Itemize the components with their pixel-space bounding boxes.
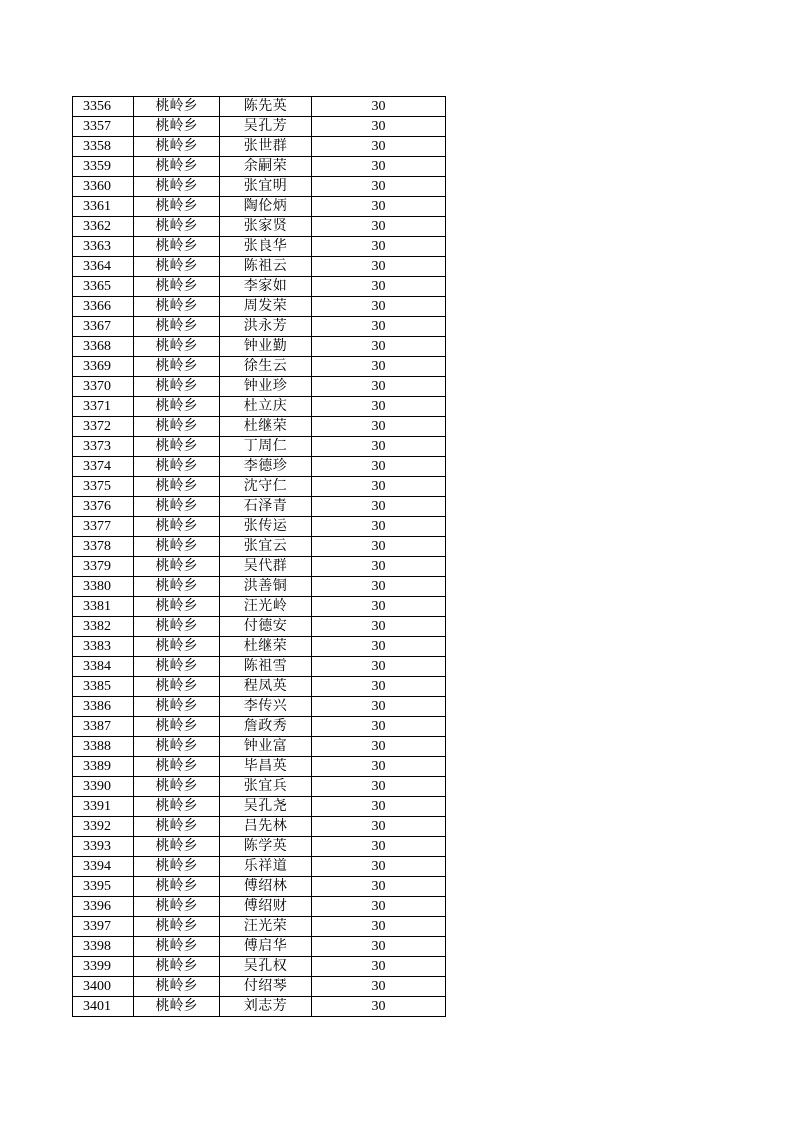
person-name-cell: 李传兴 (220, 697, 312, 717)
serial-number-cell: 3371 (73, 397, 134, 417)
serial-number-cell: 3385 (73, 677, 134, 697)
township-cell: 桃岭乡 (134, 917, 220, 937)
township-cell: 桃岭乡 (134, 997, 220, 1017)
person-name-cell: 傅启华 (220, 937, 312, 957)
amount-cell: 30 (312, 977, 446, 997)
amount-cell: 30 (312, 717, 446, 737)
person-name-cell: 毕昌英 (220, 757, 312, 777)
serial-number-cell: 3397 (73, 917, 134, 937)
person-name-cell: 陈先英 (220, 97, 312, 117)
amount-cell: 30 (312, 417, 446, 437)
serial-number-cell: 3359 (73, 157, 134, 177)
person-name-cell: 杜继荣 (220, 637, 312, 657)
amount-cell: 30 (312, 617, 446, 637)
table-row (73, 217, 446, 237)
serial-number-cell: 3378 (73, 537, 134, 557)
township-cell: 桃岭乡 (134, 137, 220, 157)
serial-number-cell: 3369 (73, 357, 134, 377)
table-row (73, 957, 446, 977)
table-row (73, 497, 446, 517)
township-cell: 桃岭乡 (134, 717, 220, 737)
person-name-cell: 汪光岭 (220, 597, 312, 617)
table-row (73, 97, 446, 117)
person-name-cell: 张宜兵 (220, 777, 312, 797)
person-name-cell: 傅绍财 (220, 897, 312, 917)
serial-number-cell: 3372 (73, 417, 134, 437)
township-cell: 桃岭乡 (134, 417, 220, 437)
table-row (73, 437, 446, 457)
township-cell: 桃岭乡 (134, 517, 220, 537)
serial-number-cell: 3364 (73, 257, 134, 277)
table-row (73, 197, 446, 217)
township-cell: 桃岭乡 (134, 457, 220, 477)
table-row (73, 277, 446, 297)
amount-cell: 30 (312, 557, 446, 577)
serial-number-cell: 3357 (73, 117, 134, 137)
table-row (73, 697, 446, 717)
table-row (73, 717, 446, 737)
serial-number-cell: 3395 (73, 877, 134, 897)
table-row (73, 377, 446, 397)
table-row (73, 937, 446, 957)
amount-cell: 30 (312, 837, 446, 857)
data-table (72, 96, 446, 1017)
table-row (73, 457, 446, 477)
serial-number-cell: 3370 (73, 377, 134, 397)
table-row (73, 837, 446, 857)
table-row (73, 897, 446, 917)
township-cell: 桃岭乡 (134, 677, 220, 697)
amount-cell: 30 (312, 577, 446, 597)
person-name-cell: 钟业富 (220, 737, 312, 757)
person-name-cell: 付绍琴 (220, 977, 312, 997)
person-name-cell: 洪永芳 (220, 317, 312, 337)
amount-cell: 30 (312, 777, 446, 797)
township-cell: 桃岭乡 (134, 157, 220, 177)
amount-cell: 30 (312, 337, 446, 357)
person-name-cell: 石泽青 (220, 497, 312, 517)
table-row (73, 877, 446, 897)
township-cell: 桃岭乡 (134, 237, 220, 257)
person-name-cell: 刘志芳 (220, 997, 312, 1017)
township-cell: 桃岭乡 (134, 257, 220, 277)
person-name-cell: 陈祖雪 (220, 657, 312, 677)
person-name-cell: 张宜云 (220, 537, 312, 557)
township-cell: 桃岭乡 (134, 737, 220, 757)
table-row (73, 417, 446, 437)
serial-number-cell: 3381 (73, 597, 134, 617)
amount-cell: 30 (312, 157, 446, 177)
amount-cell: 30 (312, 397, 446, 417)
person-name-cell: 张世群 (220, 137, 312, 157)
person-name-cell: 丁周仁 (220, 437, 312, 457)
amount-cell: 30 (312, 817, 446, 837)
serial-number-cell: 3386 (73, 697, 134, 717)
table-row (73, 757, 446, 777)
serial-number-cell: 3399 (73, 957, 134, 977)
amount-cell: 30 (312, 797, 446, 817)
table-row (73, 797, 446, 817)
amount-cell: 30 (312, 917, 446, 937)
table-row (73, 177, 446, 197)
township-cell: 桃岭乡 (134, 857, 220, 877)
table-row (73, 997, 446, 1017)
serial-number-cell: 3363 (73, 237, 134, 257)
serial-number-cell: 3401 (73, 997, 134, 1017)
township-cell: 桃岭乡 (134, 597, 220, 617)
person-name-cell: 沈守仁 (220, 477, 312, 497)
person-name-cell: 吴孔芳 (220, 117, 312, 137)
serial-number-cell: 3383 (73, 637, 134, 657)
serial-number-cell: 3391 (73, 797, 134, 817)
table-row (73, 857, 446, 877)
amount-cell: 30 (312, 237, 446, 257)
person-name-cell: 张传运 (220, 517, 312, 537)
amount-cell: 30 (312, 177, 446, 197)
person-name-cell: 傅绍林 (220, 877, 312, 897)
amount-cell: 30 (312, 97, 446, 117)
amount-cell: 30 (312, 897, 446, 917)
serial-number-cell: 3389 (73, 757, 134, 777)
amount-cell: 30 (312, 497, 446, 517)
township-cell: 桃岭乡 (134, 357, 220, 377)
amount-cell: 30 (312, 277, 446, 297)
amount-cell: 30 (312, 137, 446, 157)
township-cell: 桃岭乡 (134, 497, 220, 517)
amount-cell: 30 (312, 377, 446, 397)
person-name-cell: 付德安 (220, 617, 312, 637)
township-cell: 桃岭乡 (134, 577, 220, 597)
table-row (73, 677, 446, 697)
table-row (73, 357, 446, 377)
person-name-cell: 李家如 (220, 277, 312, 297)
amount-cell: 30 (312, 537, 446, 557)
township-cell: 桃岭乡 (134, 117, 220, 137)
amount-cell: 30 (312, 517, 446, 537)
person-name-cell: 张良华 (220, 237, 312, 257)
serial-number-cell: 3382 (73, 617, 134, 637)
amount-cell: 30 (312, 477, 446, 497)
table-row (73, 397, 446, 417)
table-row (73, 637, 446, 657)
amount-cell: 30 (312, 317, 446, 337)
person-name-cell: 张宜明 (220, 177, 312, 197)
serial-number-cell: 3376 (73, 497, 134, 517)
person-name-cell: 陈祖云 (220, 257, 312, 277)
amount-cell: 30 (312, 217, 446, 237)
table-row (73, 477, 446, 497)
amount-cell: 30 (312, 657, 446, 677)
table-row (73, 777, 446, 797)
serial-number-cell: 3356 (73, 97, 134, 117)
person-name-cell: 周发荣 (220, 297, 312, 317)
table-row (73, 557, 446, 577)
amount-cell: 30 (312, 297, 446, 317)
person-name-cell: 吴孔权 (220, 957, 312, 977)
serial-number-cell: 3366 (73, 297, 134, 317)
township-cell: 桃岭乡 (134, 177, 220, 197)
person-name-cell: 杜继荣 (220, 417, 312, 437)
person-name-cell: 钟业勤 (220, 337, 312, 357)
township-cell: 桃岭乡 (134, 697, 220, 717)
township-cell: 桃岭乡 (134, 477, 220, 497)
township-cell: 桃岭乡 (134, 197, 220, 217)
township-cell: 桃岭乡 (134, 837, 220, 857)
amount-cell: 30 (312, 257, 446, 277)
township-cell: 桃岭乡 (134, 777, 220, 797)
township-cell: 桃岭乡 (134, 817, 220, 837)
township-cell: 桃岭乡 (134, 217, 220, 237)
serial-number-cell: 3384 (73, 657, 134, 677)
person-name-cell: 钟业珍 (220, 377, 312, 397)
township-cell: 桃岭乡 (134, 377, 220, 397)
township-cell: 桃岭乡 (134, 977, 220, 997)
amount-cell: 30 (312, 637, 446, 657)
serial-number-cell: 3367 (73, 317, 134, 337)
serial-number-cell: 3398 (73, 937, 134, 957)
amount-cell: 30 (312, 997, 446, 1017)
township-cell: 桃岭乡 (134, 877, 220, 897)
person-name-cell: 余嗣荣 (220, 157, 312, 177)
person-name-cell: 李德珍 (220, 457, 312, 477)
table-row (73, 517, 446, 537)
amount-cell: 30 (312, 357, 446, 377)
table-row (73, 617, 446, 637)
serial-number-cell: 3396 (73, 897, 134, 917)
table-body (73, 97, 446, 1017)
township-cell: 桃岭乡 (134, 957, 220, 977)
township-cell: 桃岭乡 (134, 297, 220, 317)
amount-cell: 30 (312, 877, 446, 897)
amount-cell: 30 (312, 957, 446, 977)
serial-number-cell: 3360 (73, 177, 134, 197)
township-cell: 桃岭乡 (134, 97, 220, 117)
amount-cell: 30 (312, 677, 446, 697)
township-cell: 桃岭乡 (134, 797, 220, 817)
table-row (73, 597, 446, 617)
person-name-cell: 程凤英 (220, 677, 312, 697)
serial-number-cell: 3394 (73, 857, 134, 877)
serial-number-cell: 3390 (73, 777, 134, 797)
serial-number-cell: 3388 (73, 737, 134, 757)
amount-cell: 30 (312, 597, 446, 617)
person-name-cell: 陈学英 (220, 837, 312, 857)
serial-number-cell: 3374 (73, 457, 134, 477)
township-cell: 桃岭乡 (134, 757, 220, 777)
table-row (73, 257, 446, 277)
serial-number-cell: 3362 (73, 217, 134, 237)
person-name-cell: 洪善铜 (220, 577, 312, 597)
township-cell: 桃岭乡 (134, 337, 220, 357)
amount-cell: 30 (312, 937, 446, 957)
person-name-cell: 吴孔尧 (220, 797, 312, 817)
amount-cell: 30 (312, 697, 446, 717)
table-row (73, 317, 446, 337)
amount-cell: 30 (312, 437, 446, 457)
table-row (73, 657, 446, 677)
serial-number-cell: 3368 (73, 337, 134, 357)
person-name-cell: 詹政秀 (220, 717, 312, 737)
amount-cell: 30 (312, 197, 446, 217)
serial-number-cell: 3392 (73, 817, 134, 837)
table-row (73, 737, 446, 757)
township-cell: 桃岭乡 (134, 617, 220, 637)
table-row (73, 577, 446, 597)
person-name-cell: 汪光荣 (220, 917, 312, 937)
amount-cell: 30 (312, 457, 446, 477)
amount-cell: 30 (312, 757, 446, 777)
person-name-cell: 张家贤 (220, 217, 312, 237)
person-name-cell: 吕先林 (220, 817, 312, 837)
table-row (73, 917, 446, 937)
amount-cell: 30 (312, 857, 446, 877)
township-cell: 桃岭乡 (134, 657, 220, 677)
person-name-cell: 陶伦炳 (220, 197, 312, 217)
township-cell: 桃岭乡 (134, 637, 220, 657)
township-cell: 桃岭乡 (134, 897, 220, 917)
person-name-cell: 吴代群 (220, 557, 312, 577)
person-name-cell: 杜立庆 (220, 397, 312, 417)
serial-number-cell: 3380 (73, 577, 134, 597)
amount-cell: 30 (312, 737, 446, 757)
serial-number-cell: 3358 (73, 137, 134, 157)
serial-number-cell: 3377 (73, 517, 134, 537)
serial-number-cell: 3375 (73, 477, 134, 497)
amount-cell: 30 (312, 117, 446, 137)
township-cell: 桃岭乡 (134, 397, 220, 417)
table-row (73, 297, 446, 317)
table-row (73, 537, 446, 557)
serial-number-cell: 3379 (73, 557, 134, 577)
township-cell: 桃岭乡 (134, 557, 220, 577)
township-cell: 桃岭乡 (134, 277, 220, 297)
serial-number-cell: 3361 (73, 197, 134, 217)
township-cell: 桃岭乡 (134, 537, 220, 557)
person-name-cell: 乐祥道 (220, 857, 312, 877)
serial-number-cell: 3373 (73, 437, 134, 457)
township-cell: 桃岭乡 (134, 437, 220, 457)
person-name-cell: 徐生云 (220, 357, 312, 377)
table-row (73, 157, 446, 177)
table-row (73, 117, 446, 137)
table-row (73, 137, 446, 157)
table-row (73, 337, 446, 357)
serial-number-cell: 3393 (73, 837, 134, 857)
serial-number-cell: 3387 (73, 717, 134, 737)
table-row (73, 817, 446, 837)
township-cell: 桃岭乡 (134, 317, 220, 337)
township-cell: 桃岭乡 (134, 937, 220, 957)
table-row (73, 977, 446, 997)
serial-number-cell: 3400 (73, 977, 134, 997)
serial-number-cell: 3365 (73, 277, 134, 297)
table-row (73, 237, 446, 257)
